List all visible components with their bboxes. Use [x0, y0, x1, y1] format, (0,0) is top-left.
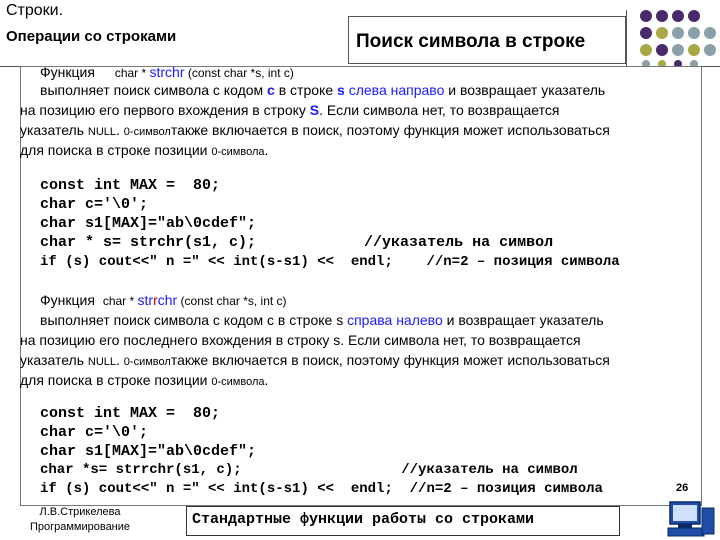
- code-line: char s1[MAX]="ab\0cdef";: [40, 215, 257, 232]
- text: также включается в поиск, поэтому функция может использоваться: [170, 352, 610, 368]
- code-line: char c='\0';: [40, 424, 149, 441]
- code-line: char * s= strchr(s1, c); //указатель на символ: [40, 234, 554, 251]
- section2-label: Функция: [40, 292, 95, 308]
- presentation-title: Строки.: [6, 2, 64, 19]
- direction-text: справа налево: [347, 312, 443, 328]
- zero-char: 0-символ: [123, 356, 171, 368]
- text: выполняет поиск символа с кодом с в строке s: [40, 312, 348, 328]
- code-line: char *s= strrchr(s1, c); //указатель на символ: [40, 462, 578, 478]
- page-number: 26: [676, 482, 689, 494]
- code-line: char c='\0';: [40, 196, 149, 213]
- code-line: const int MAX = 80;: [40, 405, 221, 422]
- null-keyword: NULL: [87, 126, 117, 138]
- author-name: Л.В.Стрикелева: [39, 506, 121, 518]
- section2-signature: [40, 290, 287, 311]
- section2-line3: [20, 350, 610, 372]
- param-c: c: [267, 82, 275, 98]
- section2-function-name-r: r: [153, 292, 158, 308]
- section2-line1: [40, 310, 604, 330]
- text: для поиска в строке позиции: [20, 142, 212, 158]
- dot-grid: [640, 10, 716, 68]
- text: указатель: [20, 352, 88, 368]
- text: также включается в поиск, поэтому функция может использоваться: [170, 122, 610, 138]
- text: .: [116, 352, 124, 368]
- section1-signature-type: char *: [114, 66, 150, 80]
- section1-line2: [20, 100, 559, 120]
- param-s: s: [337, 82, 345, 98]
- footer-author-block: [0, 505, 160, 535]
- section2-signature-type: char *: [102, 294, 138, 308]
- section2-line4: [20, 370, 268, 392]
- section2-signature-args: (const char *s, int c): [177, 294, 287, 308]
- text: .: [264, 372, 269, 388]
- zero-char: 0-символа: [211, 146, 265, 158]
- text: . Если символа нет, то возвращается: [319, 102, 560, 118]
- section1-line1: [40, 80, 605, 100]
- section1-label: Функция: [40, 64, 95, 80]
- slide-title: Поиск символа в строке: [356, 31, 586, 52]
- code-line: if (s) cout<<" n =" << int(s-s1) << endl; //n=2 – позиция символа: [40, 481, 603, 497]
- text: выполняет поиск символа с кодом: [40, 82, 268, 98]
- null-keyword: NULL: [87, 356, 117, 368]
- section2-function-name-a: str: [137, 292, 154, 308]
- zero-char: 0-символа: [211, 376, 265, 388]
- text: на позицию его первого вхождения в строку: [20, 102, 310, 118]
- code-line: if (s) cout<<" n =" << int(s-s1) << endl; //n=2 – позиция символа: [40, 254, 620, 270]
- section2-function-name-b: chr: [157, 292, 178, 308]
- zero-char: 0-символ: [123, 126, 171, 138]
- text: .: [264, 142, 269, 158]
- text: и возвращает указатель: [444, 82, 606, 98]
- param-s: S: [309, 102, 320, 118]
- text: указатель: [20, 122, 88, 138]
- footer-banner: Стандартные функции работы со строками: [192, 511, 535, 528]
- code-line: char s1[MAX]="ab\0cdef";: [40, 443, 257, 460]
- dots-decoration-icon: [638, 8, 720, 68]
- section2-line2: на позицию его последнего вхождения в строку s. Если символа нет, то возвращается: [20, 332, 581, 348]
- text: для поиска в строке позиции: [20, 372, 212, 388]
- course-name: Программирование: [29, 521, 131, 533]
- computer-icon: [664, 498, 718, 538]
- text: и возвращает указатель: [442, 312, 604, 328]
- direction-text: слева направо: [344, 82, 445, 98]
- header-divider-vertical: [626, 10, 627, 68]
- text: в строке: [274, 82, 338, 98]
- section1-line3: [20, 120, 610, 142]
- text: .: [116, 122, 124, 138]
- code-line: const int MAX = 80;: [40, 177, 221, 194]
- section1-function-name: strchr: [149, 64, 185, 80]
- presentation-subtitle: Операции со строками: [6, 28, 177, 45]
- section1-line4: [20, 140, 268, 162]
- section1-signature-args: (const char *s, int c): [184, 66, 294, 80]
